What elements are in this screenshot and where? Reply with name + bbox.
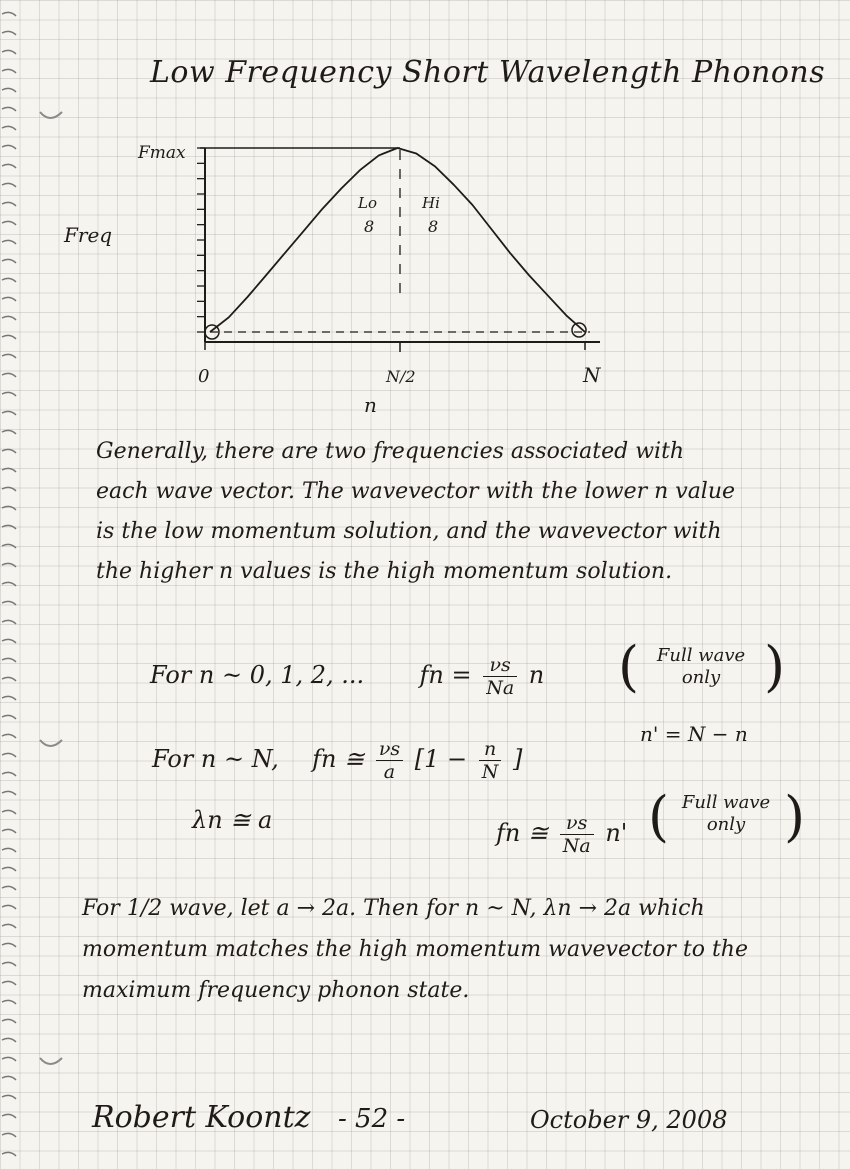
author-signature: Robert Koontz [92, 1100, 311, 1135]
eq3-note-line1: Full wave [681, 792, 771, 813]
y-axis-label: Freq [64, 223, 113, 247]
annotation-hi-sub: 8 [428, 217, 439, 236]
eq2-denominator: a [383, 761, 396, 783]
eq3-denominator: Na [562, 835, 591, 857]
y-ticks [197, 148, 205, 332]
paragraph-two-frequencies: Generally, there are two frequencies associated with each wave vector. The wavevector with the lower n value is the low momentum solution, and the wavevector with the higher n values is the high momentum solution. [96, 439, 736, 584]
x-tick-label-mid: N/2 [386, 367, 416, 386]
paragraph-half-wave: For 1/2 wave, let a → 2a. Then for n ~ N, λn → 2a which momentum matches the high momentum wavevector to the maximum frequency phonon state. [82, 896, 748, 1003]
eq2-lhs: fn ≅ [312, 745, 365, 773]
x-ticks [205, 342, 585, 352]
y-tick-label-fmax: Fmax [138, 143, 186, 163]
eq3-note [666, 792, 786, 836]
eq2-bracket-close: ] [513, 745, 523, 773]
equation-lambda: λn ≅ a [192, 806, 273, 834]
punch-hole-top [40, 112, 62, 118]
eq3-rhs: n' [605, 819, 628, 847]
annotation-hi-label: Hi [422, 194, 440, 212]
x-axis-label: n [364, 393, 377, 417]
eq1-note-line1: Full wave [656, 645, 746, 666]
eq1-left-paren: ( [618, 635, 640, 698]
eq3-note-line2: only [706, 814, 746, 835]
annotation-lo-label: Lo [358, 194, 377, 212]
eq2-fraction [376, 738, 403, 783]
dispersion-chart [60, 130, 620, 420]
chart-axes [197, 148, 600, 352]
eq2-prefix: For n ~ N, [152, 745, 279, 773]
dispersion-curve [210, 148, 585, 332]
eq2-denominator-2: N [481, 761, 499, 783]
eq3-right-paren: ) [784, 785, 806, 848]
punch-hole-bottom [40, 1058, 62, 1064]
annotation-lo-sub: 8 [364, 217, 375, 236]
eq1-rhs: n [528, 661, 545, 689]
page-title: Low Frequency Short Wavelength Phonons [150, 55, 826, 90]
x-tick-label-0: 0 [198, 366, 210, 387]
eq1-prefix: For n ~ 0, 1, 2, ... [150, 661, 365, 689]
eq3-left-paren: ( [648, 785, 670, 848]
equation-small-n [150, 654, 544, 699]
eq1-denominator: Na [486, 677, 515, 699]
eq1-note-line2: only [681, 667, 721, 688]
eq2-aside: n' = N − n [640, 722, 748, 746]
equation-fn-prime [496, 812, 627, 857]
eq1-numerator: νs [483, 654, 517, 677]
eq2-fraction-n-over-N [479, 738, 502, 783]
eq3-lhs: fn ≅ [496, 819, 549, 847]
eq2-numerator-2: n [479, 738, 502, 761]
eq1-right-paren: ) [764, 635, 786, 698]
eq3-fraction [560, 812, 594, 857]
eq1-note [636, 645, 766, 689]
eq1-lhs: fn = [419, 661, 472, 689]
x-tick-label-end: N [583, 363, 601, 387]
eq1-fraction [483, 654, 517, 699]
dispersion-curve-line [210, 148, 585, 332]
page-number: - 52 - [338, 1104, 406, 1134]
eq2-bracket-open: [1 − [414, 745, 468, 773]
eq3-numerator: νs [560, 812, 594, 835]
punch-hole-middle [40, 740, 62, 746]
equation-large-n [152, 738, 522, 783]
eq2-numerator: νs [376, 738, 403, 761]
page-date: October 9, 2008 [530, 1106, 728, 1134]
